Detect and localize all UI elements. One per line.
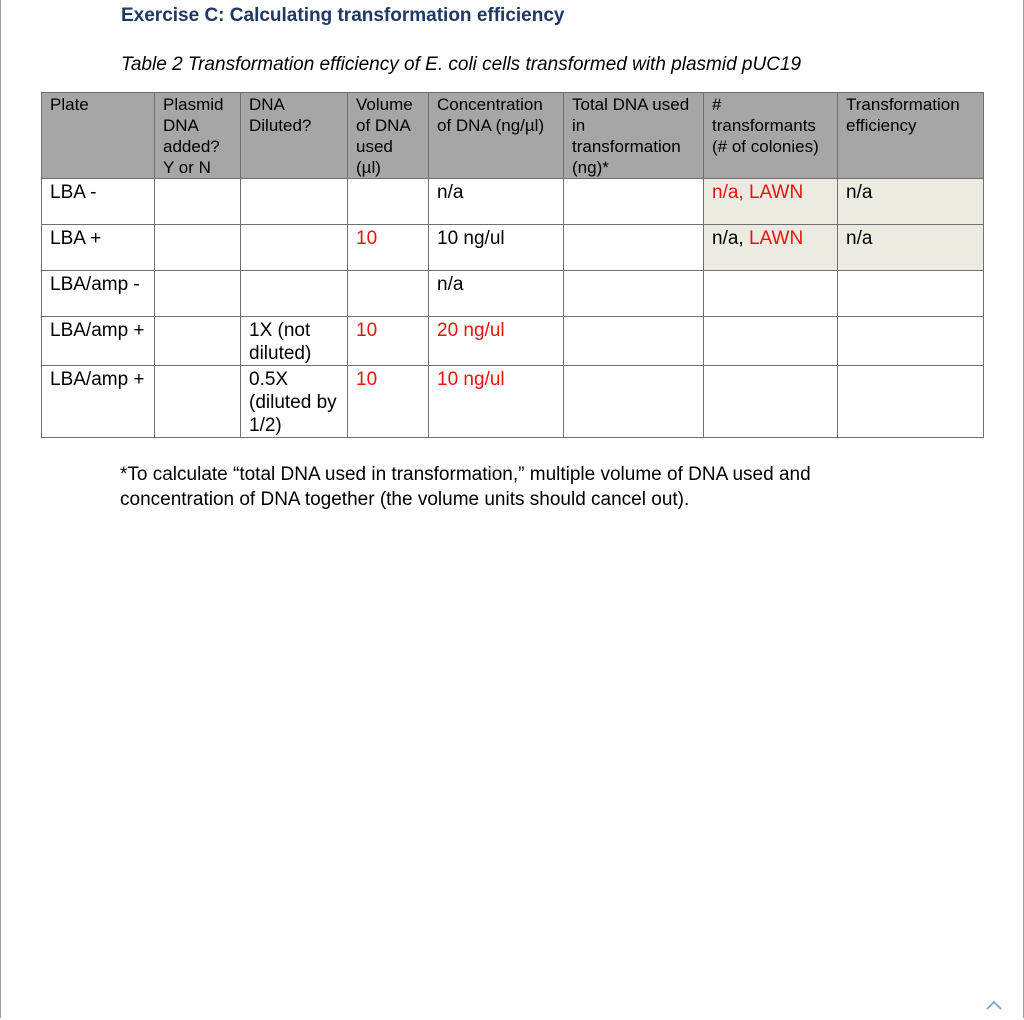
table-row [42,271,984,317]
cell-total[interactable] [564,271,704,317]
table-row [42,366,984,438]
header-dna-diluted: DNA Diluted? [241,93,348,179]
header-plasmid-added: Plasmid DNA added? Y or N [155,93,241,179]
cell-concentration[interactable]: 20 ng/ul [429,317,564,366]
cell-concentration[interactable]: 10 ng/ul [429,366,564,438]
chevron-up-icon[interactable] [985,999,1003,1011]
header-plate: Plate [42,93,155,179]
cell-plate: LBA/amp + [42,317,155,366]
footnote: *To calculate “total DNA used in transformation,” multiple volume of DNA used and concentration of DNA together (the volume units should cancel out). [120,464,811,510]
cell-plate: LBA/amp - [42,271,155,317]
cell-plate: LBA - [42,179,155,225]
cell-concentration: 10 ng/ul [429,225,564,271]
header-transformants: # transformants (# of colonies) [704,93,838,179]
exercise-heading: Exercise C: Calculating transformation efficiency [121,5,565,26]
cell-diluted[interactable] [241,225,348,271]
cell-diluted[interactable] [241,179,348,225]
cell-plasmid[interactable] [155,366,241,438]
table-row [42,317,984,366]
cell-plasmid[interactable] [155,179,241,225]
transformation-table [41,92,984,438]
cell-volume[interactable]: 10 [348,317,429,366]
cell-efficiency: n/a [838,225,984,271]
header-concentration: Concentration of DNA (ng/µl) [429,93,564,179]
table-row [42,179,984,225]
cell-transformants-prefix: n/a, [712,228,749,249]
cell-total[interactable] [564,366,704,438]
cell-plate: LBA + [42,225,155,271]
cell-transformants-entry: LAWN [748,228,804,249]
cell-transformants [704,179,838,225]
cell-diluted[interactable]: 0.5X (diluted by 1/2) [241,366,348,438]
cell-efficiency[interactable] [838,317,984,366]
cell-plasmid[interactable] [155,225,241,271]
cell-diluted[interactable] [241,271,348,317]
cell-transformants[interactable] [704,271,838,317]
header-total-dna: Total DNA used in transformation (ng)* [564,93,704,179]
cell-plasmid[interactable] [155,271,241,317]
cell-total[interactable] [564,317,704,366]
cell-volume[interactable] [348,179,429,225]
cell-efficiency: n/a [838,179,984,225]
cell-total[interactable] [564,225,704,271]
cell-volume[interactable] [348,271,429,317]
cell-plate: LBA/amp + [42,366,155,438]
cell-transformants-entry: n/a, LAWN [712,182,804,203]
cell-transformants [704,225,838,271]
cell-transformants[interactable] [704,366,838,438]
cell-concentration: n/a [429,179,564,225]
cell-efficiency[interactable] [838,366,984,438]
cell-transformants[interactable] [704,317,838,366]
header-volume: Volume of DNA used (µl) [348,93,429,179]
cell-plasmid[interactable] [155,317,241,366]
header-row [42,93,984,179]
cell-volume[interactable]: 10 [348,366,429,438]
table-caption: Table 2 Transformation efficiency of E. coli cells transformed with plasmid pUC19 [121,54,802,75]
header-efficiency: Transformation efficiency [838,93,984,179]
table-row [42,225,984,271]
cell-concentration: n/a [429,271,564,317]
cell-total[interactable] [564,179,704,225]
cell-efficiency[interactable] [838,271,984,317]
cell-diluted[interactable]: 1X (not diluted) [241,317,348,366]
cell-volume[interactable]: 10 [348,225,429,271]
